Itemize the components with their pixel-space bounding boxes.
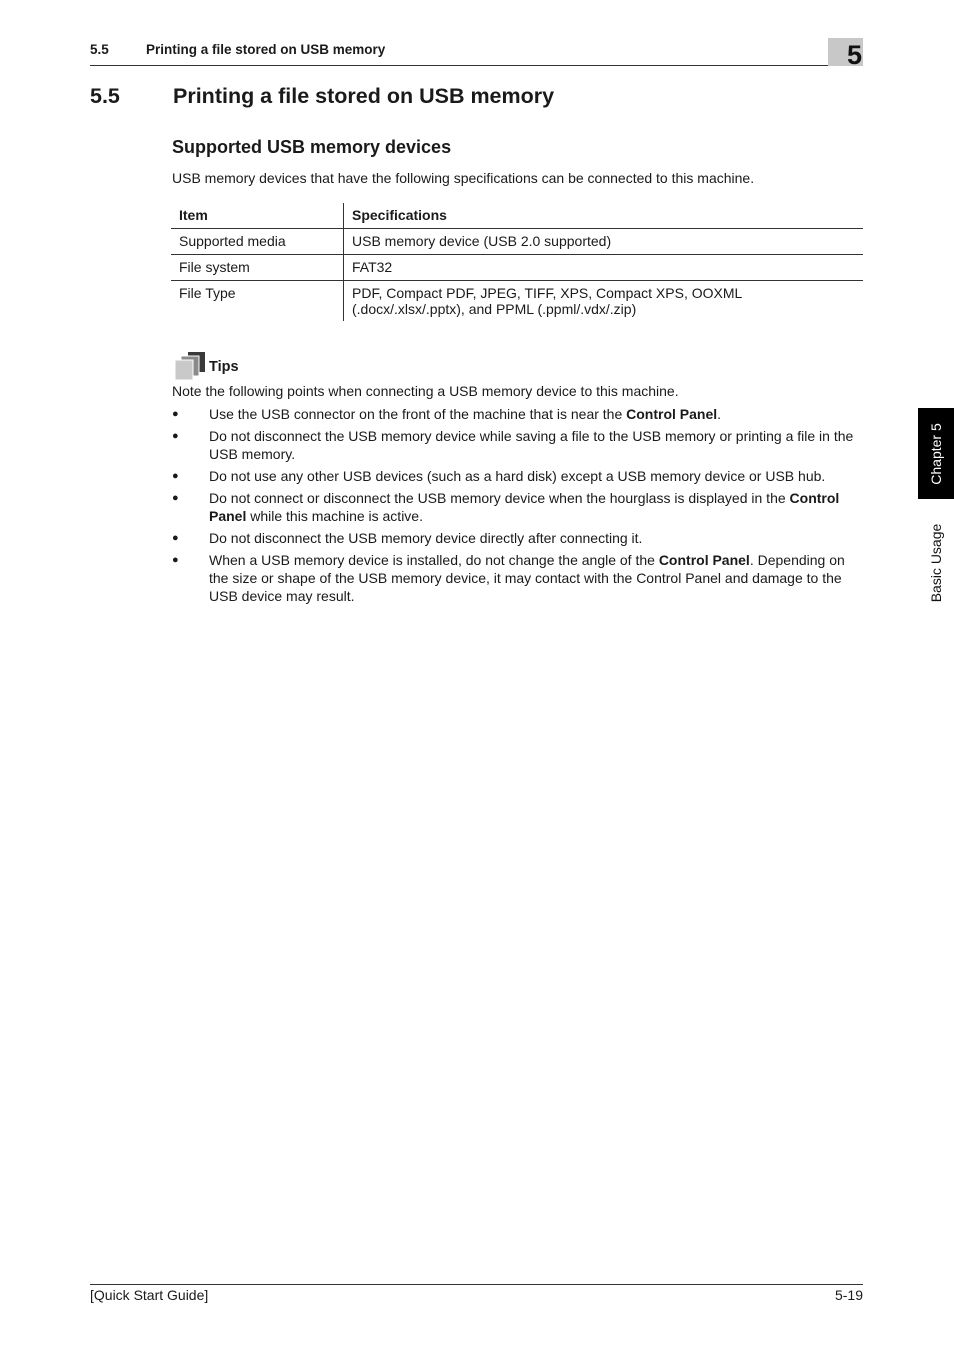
bullet-text: Use the USB connector on the front of the machine that is near the [209, 406, 627, 422]
spec-table-header-row [171, 203, 863, 229]
subsection-intro: USB memory devices that have the following specifications can be connected to this machine. [172, 170, 755, 186]
table-cell-spec: FAT32 [344, 255, 864, 281]
bullet-text: . [717, 406, 722, 422]
tips-bullet-item [172, 551, 863, 605]
section-side-label-wrap [918, 510, 954, 615]
bullet-dot: ● [172, 532, 179, 544]
tips-bullet-list [172, 405, 863, 609]
tips-bullet-item [172, 489, 863, 525]
table-row [171, 255, 863, 281]
footer-guide-name: [Quick Start Guide] [90, 1287, 209, 1303]
running-header-title: Printing a file stored on USB memory [146, 42, 386, 57]
section-title [90, 84, 554, 109]
bullet-text: Do not connect or disconnect the USB memory device when the hourglass is displayed in the [209, 490, 790, 506]
tips-heading: Tips [209, 359, 239, 375]
table-row [171, 281, 863, 322]
bullet-dot: ● [172, 554, 179, 566]
bullet-text: . Depending on the size or shape of the USB memory device, it may contact with the Control Panel and damage to the USB device may result. [209, 552, 845, 604]
footer-divider [90, 1284, 863, 1285]
section-title-text: Printing a file stored on USB memory [173, 84, 555, 108]
bullet-dot: ● [172, 470, 179, 482]
bullet-dot: ● [172, 408, 179, 420]
bullet-text: Do not disconnect the USB memory device directly after connecting it. [209, 530, 643, 546]
table-cell-spec: USB memory device (USB 2.0 supported) [344, 229, 864, 255]
tips-bullet-item [172, 529, 863, 547]
spec-table [171, 203, 863, 321]
tips-icon [174, 351, 206, 381]
table-row [171, 229, 863, 255]
chapter-number: 5 [846, 40, 862, 70]
subsection-title: Supported USB memory devices [172, 137, 452, 157]
bullet-dot: ● [172, 430, 179, 442]
chapter-number-box [828, 38, 863, 70]
header-divider [90, 65, 863, 66]
bullet-text: while this machine is active. [246, 508, 423, 524]
footer-page-number: 5-19 [834, 1287, 863, 1303]
column-header-item: Item [171, 203, 344, 229]
section-side-label: Basic Usage [928, 523, 944, 602]
tips-intro: Note the following points when connecting a USB memory device to this machine. [172, 383, 679, 399]
running-header [90, 42, 385, 57]
table-cell-item: File system [171, 255, 344, 281]
tips-bullet-item [172, 427, 863, 463]
bullet-bold-text: Control Panel [209, 490, 840, 524]
chapter-side-tab-label-wrap [918, 408, 954, 499]
tips-bullet-item [172, 405, 863, 423]
bullet-text: Do not disconnect the USB memory device while saving a file to the USB memory or printing a file in the USB memory. [209, 428, 854, 462]
tips-bullet-item [172, 467, 863, 485]
section-number: 5.5 [90, 84, 120, 108]
bullet-dot: ● [172, 492, 179, 504]
bullet-text: When a USB memory device is installed, do not change the angle of the [209, 552, 659, 568]
table-cell-item: Supported media [171, 229, 344, 255]
running-header-number: 5.5 [90, 42, 109, 57]
bullet-bold-text: Control Panel [626, 406, 718, 422]
table-cell-item: File Type [171, 281, 344, 322]
table-cell-spec: PDF, Compact PDF, JPEG, TIFF, XPS, Compact XPS, OOXML (.docx/.xlsx/.pptx), and PPML (.ppml/.vdx/.zip) [352, 285, 742, 317]
bullet-bold-text: Control Panel [658, 552, 750, 568]
bullet-text: Do not use any other USB devices (such as a hard disk) except a USB memory device or USB hub. [209, 468, 826, 484]
column-header-specifications: Specifications [344, 203, 864, 229]
chapter-side-tab-label: Chapter 5 [928, 422, 944, 485]
